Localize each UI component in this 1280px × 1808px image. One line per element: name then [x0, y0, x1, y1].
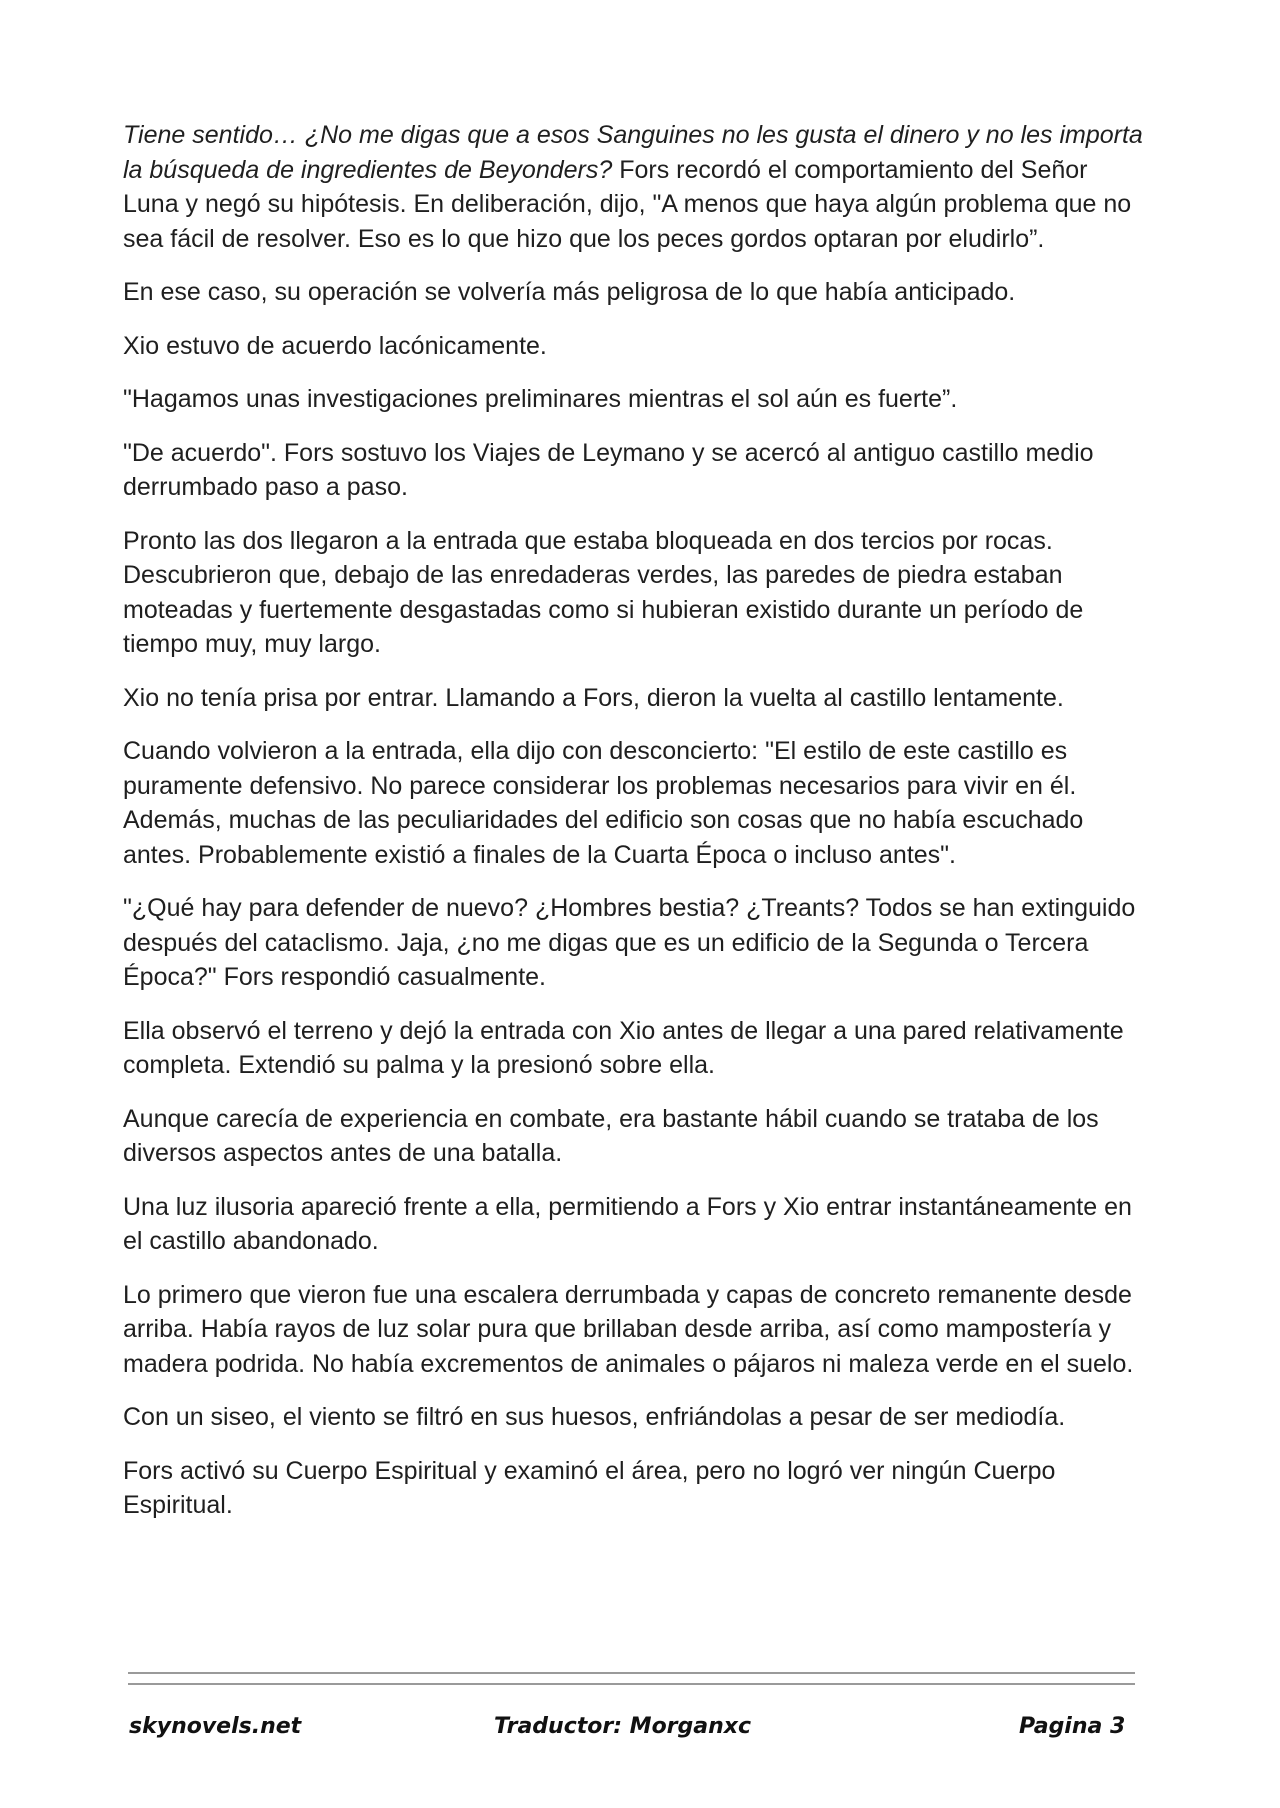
paragraph-5: "De acuerdo". Fors sostuvo los Viajes de Leymano y se acercó al antiguo castillo medio derrumbado paso a paso. — [123, 438, 1094, 501]
footer-page-number: Pagina 3 — [1019, 1714, 1126, 1739]
paragraph-12: Una luz ilusoria apareció frente a ella, permitiendo a Fors y Xio entrar instantáneamente en el castillo abandonado. — [123, 1192, 1132, 1255]
paragraph-9: "¿Qué hay para defender de nuevo? ¿Hombres bestia? ¿Treants? Todos se han extinguido después del cataclismo. Jaja, ¿no me digas que es un edificio de la Segunda o Tercera Época?" Fors respondió casualmente. — [123, 894, 1136, 991]
footer-divider-top — [128, 1672, 1135, 1674]
footer-translator: Traductor: Morganxc — [494, 1714, 752, 1739]
footer-site: skynovels.net — [129, 1714, 302, 1739]
paragraph-4: "Hagamos unas investigaciones preliminares mientras el sol aún es fuerte”. — [123, 385, 958, 413]
paragraph-1-text: Fors recordó el comportamiento del Señor Luna y negó su hipótesis. En deliberación, dijo, "A menos que haya algún problema que no sea fácil de resolver. Eso es lo que hizo que los peces gordos optaran por eludirlo”. — [123, 155, 1132, 253]
paragraph-2: En ese caso, su operación se volvería más peligrosa de lo que había anticipado. — [123, 278, 1016, 306]
paragraph-1 — [123, 118, 1143, 256]
paragraph-14: Con un siseo, el viento se filtró en sus huesos, enfriándolas a pesar de ser mediodía. — [123, 1403, 1066, 1431]
footer-divider-bottom — [128, 1683, 1135, 1685]
paragraph-3: Xio estuvo de acuerdo lacónicamente. — [123, 331, 547, 360]
paragraph-11: Aunque carecía de experiencia en combate, era bastante hábil cuando se trataba de los diversos aspectos antes de una batalla. — [123, 1104, 1099, 1167]
paragraph-6: Pronto las dos llegaron a la entrada que estaba bloqueada en dos tercios por rocas. Descubrieron que, debajo de las enredaderas verdes, las paredes de piedra estaban moteadas y fuertemente desgastadas como si hubieran existido durante un período de tiempo muy, muy largo. — [123, 526, 1084, 658]
paragraph-10: Ella observó el terreno y dejó la entrada con Xio antes de llegar a una pared relativamente completa. Extendió su palma y la presionó sobre ella. — [123, 1016, 1124, 1079]
document-body — [123, 118, 1143, 1542]
paragraph-13: Lo primero que vieron fue una escalera derrumbada y capas de concreto remanente desde arriba. Había rayos de luz solar pura que brillaban desde arriba, así como mampostería y madera podrida. No había excrementos de animales o pájaros ni maleza verde en el suelo. — [123, 1280, 1134, 1378]
paragraph-7: Xio no tenía prisa por entrar. Llamando a Fors, dieron la vuelta al castillo lentamente. — [123, 683, 1064, 712]
paragraph-8: Cuando volvieron a la entrada, ella dijo con desconcierto: "El estilo de este castillo es puramente defensivo. No parece considerar los problemas necesarios para vivir en él. Además, muchas de las peculiaridades del edificio son cosas que no había escuchado antes. Probablemente existió a finales de la Cuarta Época o incluso antes". — [123, 737, 1084, 869]
paragraph-15: Fors activó su Cuerpo Espiritual y examinó el área, pero no logró ver ningún Cuerpo Espiritual. — [123, 1456, 1056, 1519]
paragraph-1-italic: Tiene sentido… ¿No me digas que a esos Sanguines no les gusta el dinero y no les importa la búsqueda de ingredientes de Beyonders? — [123, 121, 1143, 184]
